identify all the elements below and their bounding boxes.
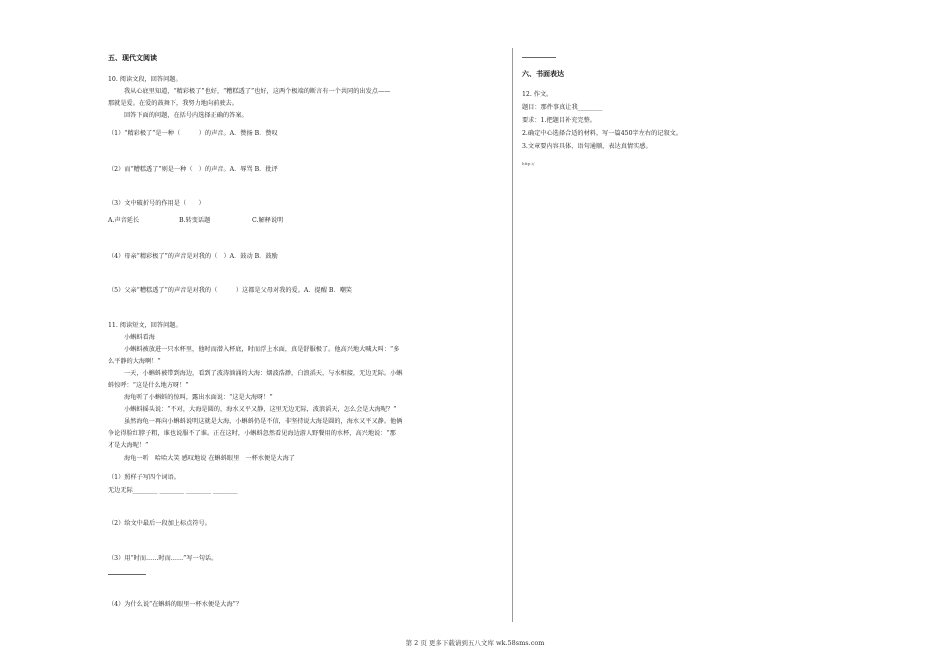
q10-sub3-option-a: A.声音延长 xyxy=(108,217,140,224)
q10-sub2: （2）而“糟糕透了”则是一种（ ）的声音。A．辱骂 B．批评 xyxy=(108,166,278,173)
q11-para: 么平静的大海啊！” xyxy=(108,358,161,365)
column-divider xyxy=(512,48,513,622)
q11-para: 海龟一听 哈哈大笑 感叹地说 在蝌蚪眼里 一杯水便是大海了 xyxy=(124,455,295,462)
answer-line xyxy=(108,574,146,575)
q10-sub5: （5）父亲“糟糕透了”的声音是对我的（ ）这都是父母对我的爱。A．提醒 B．嘲笑 xyxy=(108,287,352,294)
q10-header: 10. 阅读文段，回答问题。 xyxy=(108,76,182,83)
q12-requirement: 2.确定中心选择合适的材料，写一篇450字左右的记叙文。 xyxy=(522,130,683,137)
section-5-title: 五、现代文阅读 xyxy=(108,54,157,62)
q11-para: 小蝌蚪摇头说：“不对，大海是圆的，海水又平又静，这里无边无际，波浪滔天，怎么会是大海呢？” xyxy=(124,406,397,413)
header-line xyxy=(522,57,556,58)
q11-sub4: （4）为什么说“在蝌蚪的眼里一杯水便是大海”？ xyxy=(108,601,243,608)
q12-requirement: 要求：1.把题目补充完整。 xyxy=(522,117,596,124)
q11-para: 虽然海龟一再向小蝌蚪说明这就是大海，小蝌蚪仍是不信，非坚持说大海是圆的，海水又平又静。他俩 xyxy=(124,418,403,425)
q11-sub1: （1）照样子写四个词语。 xyxy=(108,474,180,481)
q10-sub3: （3）文中破折号的作用是（ ） xyxy=(108,200,205,207)
q10-sub4: （4）母亲“精彩极了”的声音是对我的（ ）A．鼓动 B．鼓励 xyxy=(108,253,278,260)
q11-para: 才是大海呢！” xyxy=(108,442,149,449)
q11-para: 小蝌蚪被放进一只水杯里，他时而潜入杯底，时而浮上水面，真是舒服极了。他高兴地大喊大叫：“多 xyxy=(124,346,400,353)
q12-topic: 题目：那件事真让我________ xyxy=(522,104,603,111)
q11-sub1-example: 无边无际________ ________ ________ ________ xyxy=(108,487,238,494)
q10-sub1: （1）“精彩极了”是一种（ ）的声音。A．赞扬 B．赞叹 xyxy=(108,130,278,137)
q11-para: 蚪惊呼：“这是什么地方呀！” xyxy=(108,382,189,389)
q12-header: 12. 作文。 xyxy=(522,91,553,98)
q10-para: 那就是爱。在爱的鼓舞下，我努力地向前驶去。 xyxy=(108,100,238,107)
section-6-title: 六、书面表达 xyxy=(522,70,564,78)
q10-instruction: 回答下面的问题，在括号内选择正确的答案。 xyxy=(124,112,248,119)
q11-story-title: 小蝌蚪看海 xyxy=(124,334,155,341)
q11-sub2: （2）给文中最后一段加上标点符号。 xyxy=(108,520,211,527)
small-mark: http:// xyxy=(522,161,535,166)
q11-sub3: （3）用“时而……时而……”写一句话。 xyxy=(108,555,218,562)
q10-sub3-option-c: C.解释说明 xyxy=(252,217,284,224)
q10-sub3-option-b: B.转变话题 xyxy=(179,217,211,224)
q12-requirement: 3.文章要内容具体、语句通顺，表达真情实感。 xyxy=(522,143,652,150)
page-footer: 第 2 页 更多下载请到五八文库 wk.58sms.com xyxy=(405,639,545,647)
q11-para: 争论得脸红脖子粗，谁也说服不了谁。正在这时，小蝌蚪忽然看见海边游人野餐用的水杯，高兴地说：“那 xyxy=(108,430,396,437)
q11-para: 海龟听了小蝌蚪的惊叫，露出水面说：“这是大海呀！” xyxy=(124,394,273,401)
q11-para: 一天，小蝌蚪被带到海边，看到了波涛汹涌的大海：烟波浩渺，白浪滔天，与水相接，无边无际。小蝌 xyxy=(124,370,403,377)
q10-para: 我从心底里知道，“精彩极了”也好，“糟糕透了”也好，这两个极端的断言有一个共同的出发点—— xyxy=(124,88,391,95)
q11-header: 11. 阅读短文，回答问题。 xyxy=(108,322,182,329)
